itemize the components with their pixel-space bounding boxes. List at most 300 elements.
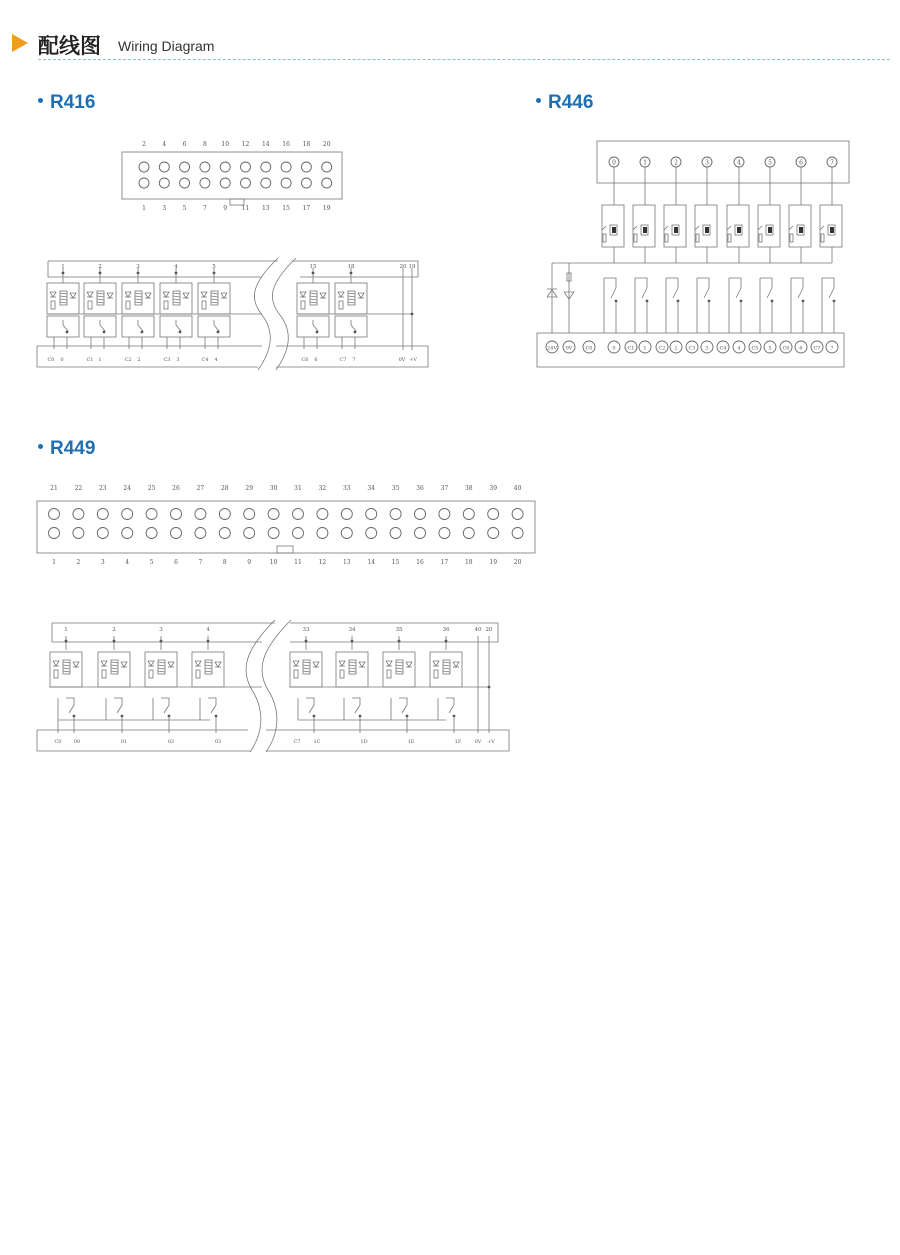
pin-label-top: 20	[322, 141, 331, 148]
coil-winding	[211, 299, 218, 300]
output-lead	[604, 278, 616, 288]
pin-label-top: 18	[302, 141, 311, 148]
pin-hole-bottom	[317, 528, 328, 539]
led-icon	[339, 661, 345, 666]
r449-circuit	[37, 620, 509, 752]
pin-label-top: 22	[74, 485, 83, 492]
coil-winding	[158, 671, 165, 672]
resistor-icon	[149, 670, 153, 678]
terminal-label-bottom: C6	[301, 357, 309, 363]
terminal-label-bottom: 1	[98, 357, 102, 363]
output-lead	[208, 698, 216, 705]
terminal-label-top: 1	[64, 627, 68, 633]
coil-winding	[60, 296, 67, 297]
terminal-label-bottom: 1F	[454, 739, 462, 745]
r416-circuit	[37, 258, 428, 370]
pin-hole-bottom	[268, 528, 279, 539]
terminal-label-bottom: C1	[86, 357, 94, 363]
resistor-icon	[665, 234, 668, 242]
terminal-label-bottom: 6	[314, 357, 318, 363]
resistor-icon	[102, 670, 106, 678]
pin-hole-bottom	[139, 178, 149, 188]
pin-label-bottom: 1	[52, 559, 56, 566]
section-title-r446: R446	[536, 92, 593, 114]
junction-dot	[305, 640, 308, 643]
output-lead	[697, 278, 709, 288]
pin-label-bottom: 7	[202, 205, 207, 212]
pin-label-top: 6	[182, 141, 187, 148]
junction-dot	[351, 640, 354, 643]
led-arrow	[602, 226, 606, 230]
terminal-label-bottom: 02	[167, 739, 175, 745]
coil-winding	[135, 296, 142, 297]
pin-hole-top	[73, 509, 84, 520]
pin-label-top: 40	[513, 485, 522, 492]
diode-icon	[183, 293, 189, 298]
led-icon	[125, 292, 131, 297]
junction-dot	[137, 272, 140, 275]
pin-label-top: 37	[440, 485, 449, 492]
opto-cell-outline	[727, 205, 749, 247]
pin-hole-top	[281, 162, 291, 172]
pin-label-top: 27	[196, 485, 205, 492]
pin-hole-top	[439, 509, 450, 520]
diode-icon	[358, 293, 364, 298]
coil-winding	[111, 668, 118, 669]
coil-winding	[173, 293, 180, 294]
terminal-label-bottom: 4	[737, 345, 741, 352]
pin-hole-top	[366, 509, 377, 520]
diode-icon	[221, 293, 227, 298]
contact-box	[297, 316, 329, 337]
terminal-label-bottom: C7	[293, 739, 301, 745]
terminal-label-top: 1	[61, 264, 65, 270]
led-icon	[101, 661, 107, 666]
coil-winding	[63, 671, 70, 672]
pin-label-bottom: 15	[282, 205, 290, 212]
pin-label-bottom: 16	[416, 559, 424, 566]
led-icon	[53, 661, 59, 666]
junction-dot	[65, 640, 68, 643]
pin-hole-bottom	[301, 178, 311, 188]
terminal-label-bottom: 2	[137, 357, 141, 363]
terminal-label-top: 3	[136, 264, 140, 270]
coil-winding	[158, 665, 165, 666]
contact-blade-icon	[829, 288, 834, 298]
coil-winding	[205, 665, 212, 666]
contact-blade-icon	[704, 288, 709, 298]
terminal-label-bottom: +V	[409, 357, 417, 363]
terminal-label-top: 3	[705, 159, 709, 167]
coil-winding	[348, 296, 355, 297]
terminal-label-bottom: C6	[782, 345, 790, 352]
coil-winding	[111, 665, 118, 666]
output-lead	[729, 278, 741, 288]
pin-hole-bottom	[200, 178, 210, 188]
pin-hole-top	[139, 162, 149, 172]
pin-hole-top	[268, 509, 279, 520]
contact-blade-icon	[211, 705, 216, 713]
coil-winding	[310, 302, 317, 303]
pin-label-bottom: 2	[76, 559, 81, 566]
pin-label-bottom: 11	[294, 559, 302, 566]
resistor-icon	[54, 670, 58, 678]
pin-label-bottom: 19	[322, 205, 331, 212]
contact-box	[335, 316, 367, 337]
terminal-label-top: 1	[643, 159, 647, 167]
pin-label-top: 16	[282, 141, 290, 148]
resistor-icon	[126, 301, 130, 309]
contact-blade-icon	[63, 325, 68, 331]
contact-blade-icon	[117, 705, 122, 713]
pin-hole-top	[97, 509, 108, 520]
pin-hole-bottom	[439, 528, 450, 539]
break-curve	[262, 620, 291, 752]
terminal-label-bottom: C1	[627, 345, 635, 352]
terminal-label-bottom: C5	[751, 345, 759, 352]
r446-circuit	[537, 141, 849, 367]
coil-winding	[158, 662, 165, 663]
terminal-label-top: 19	[408, 264, 416, 270]
pin-label-bottom: 13	[261, 205, 270, 212]
terminal-label-top: 2	[112, 627, 116, 633]
terminal-label-bottom: 1D	[360, 739, 368, 745]
top-bus	[48, 261, 262, 277]
opto-cell-outline	[602, 205, 624, 247]
pin-hole-top	[195, 509, 206, 520]
pin-label-top: 2	[142, 141, 146, 148]
page-title-cn: 配线图	[38, 34, 101, 58]
pin-hole-bottom	[241, 178, 251, 188]
terminal-label-top: 7	[830, 159, 834, 167]
contact-blade-icon	[164, 705, 169, 713]
resistor-icon	[790, 234, 793, 242]
coil-winding	[97, 299, 104, 300]
coil-winding	[443, 665, 450, 666]
coil-winding	[396, 662, 403, 663]
coil-winding	[205, 662, 212, 663]
pin-label-bottom: 11	[241, 205, 250, 212]
led-arrow	[789, 226, 793, 230]
pin-label-bottom: 12	[318, 559, 327, 566]
output-lead	[760, 278, 772, 288]
connector-key	[277, 546, 293, 553]
led-arrow	[758, 226, 762, 230]
terminal-label-top: 4	[174, 264, 178, 270]
contact-blade-icon	[176, 325, 181, 331]
led-arrow	[664, 226, 668, 230]
contact-point	[66, 331, 69, 334]
resistor-icon	[196, 670, 200, 678]
contact-blade-icon	[449, 705, 454, 713]
pin-label-top: 30	[269, 485, 278, 492]
top-frame	[52, 623, 262, 642]
opto-cell-outline	[664, 205, 686, 247]
led-icon	[87, 292, 93, 297]
led-arrow	[820, 226, 824, 230]
contact-blade-icon	[355, 705, 360, 713]
output-lead	[446, 698, 454, 705]
pin-hole-bottom	[180, 178, 190, 188]
led-icon	[195, 661, 201, 666]
opto-cell-outline	[633, 205, 655, 247]
junction-dot	[113, 640, 116, 643]
pin-label-top: 36	[416, 485, 424, 492]
coil-winding	[310, 296, 317, 297]
contact-point	[316, 331, 319, 334]
pin-hole-top	[261, 162, 271, 172]
led-icon	[300, 292, 306, 297]
coil-winding	[97, 302, 104, 303]
contact-box	[160, 316, 192, 337]
break-curve	[272, 258, 296, 370]
terminal-label-bottom: 1C	[313, 739, 321, 745]
pin-hole-top	[241, 162, 251, 172]
resistor-icon	[340, 670, 344, 678]
pin-hole-bottom	[463, 528, 474, 539]
relay-cell-outline	[383, 652, 415, 687]
output-lead	[66, 698, 74, 705]
opto-cell-outline	[820, 205, 842, 247]
pin-label-bottom: 17	[440, 559, 449, 566]
resistor-icon	[759, 234, 762, 242]
contact-box	[47, 316, 79, 337]
pin-label-bottom: 14	[367, 559, 376, 566]
pin-hole-top	[512, 509, 523, 520]
led-icon	[386, 661, 392, 666]
terminal-label-top: 2	[674, 159, 678, 167]
led-icon	[293, 661, 299, 666]
coil-winding	[303, 665, 310, 666]
terminal-label-bottom: 3	[176, 357, 180, 363]
opto-fill	[768, 227, 772, 233]
pin-label-top: 23	[98, 485, 107, 492]
output-lead	[161, 698, 169, 705]
terminal-label-top: 2	[98, 264, 102, 270]
terminal-label-top: 4	[206, 627, 210, 633]
contact-box	[122, 316, 154, 337]
resistor-icon	[434, 670, 438, 678]
bottom-frame	[37, 346, 258, 367]
junction-dot	[488, 686, 491, 689]
pin-label-top: 38	[464, 485, 473, 492]
pin-hole-bottom	[195, 528, 206, 539]
coil-winding	[63, 668, 70, 669]
contact-point	[217, 331, 220, 334]
opto-fill	[737, 227, 741, 233]
pin-hole-bottom	[322, 178, 332, 188]
pin-hole-top	[146, 509, 157, 520]
led-icon	[201, 292, 207, 297]
relay-cell-outline	[430, 652, 462, 687]
diode-icon	[320, 293, 326, 298]
coil-winding	[97, 293, 104, 294]
contact-blade-icon	[642, 288, 647, 298]
contact-blade-icon	[100, 325, 105, 331]
terminal-label-bottom: C7	[339, 357, 347, 363]
opto-fill	[705, 227, 709, 233]
contact-blade-icon	[214, 325, 219, 331]
diode-icon	[168, 662, 174, 667]
relay-cell-outline	[290, 652, 322, 687]
pin-label-bottom: 3	[162, 205, 167, 212]
pin-hole-top	[301, 162, 311, 172]
terminal-label-bottom: 4	[214, 357, 218, 363]
coil-winding	[135, 302, 142, 303]
r416-connector	[122, 141, 342, 212]
output-lead	[352, 698, 360, 705]
relay-cell-outline	[145, 652, 177, 687]
pin-label-top: 33	[342, 485, 351, 492]
pin-label-top: 29	[245, 485, 254, 492]
terminal-label-bottom: C2	[124, 357, 132, 363]
terminal-label-top: 35	[395, 627, 403, 633]
coil-winding	[60, 302, 67, 303]
coil-winding	[60, 293, 67, 294]
output-lead	[791, 278, 803, 288]
output-lead	[666, 278, 678, 288]
terminal-label-bottom: 0V	[565, 345, 573, 352]
diode-icon	[73, 662, 79, 667]
pin-hole-bottom	[97, 528, 108, 539]
pin-label-bottom: 9	[247, 559, 252, 566]
coil-winding	[349, 662, 356, 663]
pin-hole-top	[220, 162, 230, 172]
pin-label-top: 28	[220, 485, 229, 492]
contact-point	[141, 331, 144, 334]
pin-hole-top	[171, 509, 182, 520]
coil-winding	[349, 671, 356, 672]
pin-label-bottom: 8	[222, 559, 227, 566]
pin-hole-bottom	[73, 528, 84, 539]
contact-point	[103, 331, 106, 334]
coil-winding	[396, 665, 403, 666]
resistor-icon	[202, 301, 206, 309]
terminal-label-bottom: 0V	[474, 739, 482, 745]
terminal-label-bottom: 00	[73, 739, 81, 745]
junction-dot	[99, 272, 102, 275]
pin-label-bottom: 17	[302, 205, 311, 212]
diode-icon	[121, 662, 127, 667]
pin-hole-bottom	[146, 528, 157, 539]
pin-hole-top	[293, 509, 304, 520]
page-title-en: Wiring Diagram	[118, 38, 215, 54]
coil-winding	[443, 668, 450, 669]
coil-winding	[60, 299, 67, 300]
pin-label-bottom: 9	[223, 205, 228, 212]
input-header-frame	[597, 141, 849, 183]
pin-hole-top	[244, 509, 255, 520]
terminal-label-bottom: 6	[799, 345, 803, 352]
pin-hole-bottom	[171, 528, 182, 539]
led-icon	[163, 292, 169, 297]
pin-label-top: 4	[162, 141, 167, 148]
pin-hole-top	[180, 162, 190, 172]
resistor-icon	[603, 234, 606, 242]
section-title-r449: R449	[38, 438, 95, 460]
pin-label-bottom: 4	[125, 559, 130, 566]
pin-hole-bottom	[488, 528, 499, 539]
terminal-label-top: 18	[347, 264, 355, 270]
resistor-icon	[634, 234, 637, 242]
pin-hole-top	[463, 509, 474, 520]
pin-hole-top	[200, 162, 210, 172]
junction-dot	[312, 272, 315, 275]
output-lead	[399, 698, 407, 705]
contact-blade-icon	[673, 288, 678, 298]
pin-label-top: 12	[241, 141, 250, 148]
led-icon	[148, 661, 154, 666]
terminal-label-bottom: C7	[813, 345, 821, 352]
coil-winding	[173, 302, 180, 303]
resistor-icon	[301, 301, 305, 309]
terminal-label-bottom: 2	[674, 345, 678, 352]
diode-icon	[406, 662, 412, 667]
terminal-label-bottom: C4	[719, 345, 727, 352]
pin-hole-top	[341, 509, 352, 520]
contact-blade-icon	[402, 705, 407, 713]
pin-label-bottom: 10	[269, 559, 278, 566]
junction-dot	[411, 313, 414, 316]
coil-winding	[310, 299, 317, 300]
resistor-icon	[339, 301, 343, 309]
terminal-label-top: 0	[612, 159, 616, 167]
terminal-label-bottom: C3	[163, 357, 171, 363]
contact-box	[198, 316, 230, 337]
opto-fill	[674, 227, 678, 233]
coil-winding	[443, 662, 450, 663]
diode-icon	[107, 293, 113, 298]
terminal-label-bottom: 03	[214, 739, 222, 745]
coil-winding	[310, 293, 317, 294]
diode-icon	[453, 662, 459, 667]
coil-winding	[111, 662, 118, 663]
led-icon	[338, 292, 344, 297]
opto-cell-outline	[758, 205, 780, 247]
terminal-label-top: 6	[799, 159, 803, 167]
contact-blade-icon	[736, 288, 741, 298]
terminal-label-top: 15	[309, 264, 317, 270]
pin-hole-top	[219, 509, 230, 520]
output-lead	[114, 698, 122, 705]
pin-hole-top	[317, 509, 328, 520]
output-lead	[822, 278, 834, 288]
pin-label-top: 14	[261, 141, 270, 148]
terminal-label-bottom: 7	[352, 357, 356, 363]
contact-point	[179, 331, 182, 334]
coil-winding	[303, 662, 310, 663]
connector-body	[37, 501, 535, 553]
resistor-icon	[294, 670, 298, 678]
led-arrow	[695, 226, 699, 230]
relay-cell-outline	[50, 652, 82, 687]
contact-blade-icon	[69, 705, 74, 713]
resistor-icon	[51, 301, 55, 309]
connector-body	[122, 152, 342, 199]
pin-label-top: 10	[221, 141, 230, 148]
pin-hole-bottom	[49, 528, 60, 539]
opto-fill	[799, 227, 803, 233]
terminal-label-top: 5	[768, 159, 772, 167]
pin-hole-top	[415, 509, 426, 520]
pin-label-bottom: 20	[513, 559, 522, 566]
pin-label-top: 39	[489, 485, 498, 492]
pin-hole-bottom	[220, 178, 230, 188]
terminal-label-bottom: 3	[705, 345, 709, 352]
terminal-label-bottom: C2	[658, 345, 666, 352]
pin-hole-bottom	[390, 528, 401, 539]
pin-hole-bottom	[366, 528, 377, 539]
